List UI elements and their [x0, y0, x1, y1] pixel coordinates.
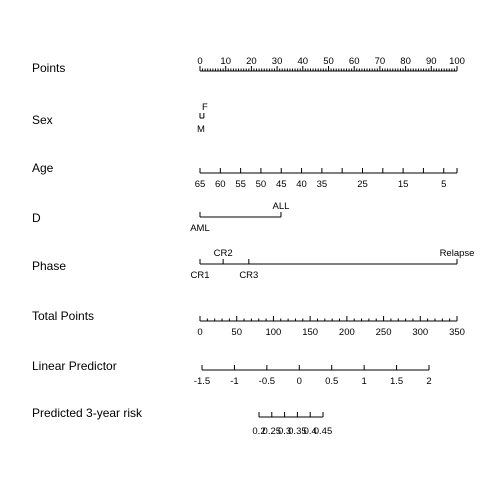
- tick-label: 100: [265, 327, 282, 338]
- axis-phase: [190, 248, 474, 281]
- tick-label: 40: [297, 56, 309, 67]
- tick-label: 0: [296, 376, 302, 387]
- tick-label: 0.45: [313, 426, 333, 437]
- tick-label: -0.5: [258, 376, 276, 387]
- tick-label: 0.3: [277, 426, 292, 437]
- tick-label: 300: [412, 327, 429, 338]
- tick-label: 0.25: [262, 426, 282, 437]
- tick-label: 50: [255, 179, 267, 190]
- tick-label: 0: [197, 56, 203, 67]
- tick-label: 55: [235, 179, 246, 190]
- tick-label: 30: [271, 56, 283, 67]
- tick-label: 100: [449, 56, 465, 67]
- tick-label: -1: [230, 376, 239, 387]
- tick-label: 2: [426, 376, 432, 387]
- row-label-points: Points: [32, 61, 66, 75]
- tick-label: 25: [357, 179, 368, 190]
- tick-label: 20: [246, 56, 257, 67]
- tick-label: 45: [275, 179, 287, 190]
- tick-label: 150: [302, 327, 319, 338]
- level-label: F: [201, 102, 208, 113]
- tick-label: 0.35: [288, 426, 307, 437]
- tick-label: 200: [338, 327, 355, 338]
- tick-label: 60: [348, 56, 360, 67]
- tick-label: 40: [296, 179, 307, 190]
- tick-label: 60: [215, 179, 226, 190]
- row-axes: [190, 56, 474, 437]
- axis-linear-predictor: [194, 365, 432, 387]
- tick-label: 0.2: [252, 426, 266, 437]
- tick-label: 0.5: [325, 376, 339, 387]
- tick-label: 50: [323, 56, 334, 67]
- tick-label: 90: [426, 56, 437, 67]
- axis-age: [195, 168, 457, 190]
- tick-label: 350: [449, 327, 465, 338]
- row-label-linear-predictor: Linear Predictor: [32, 359, 117, 373]
- level-label: ALL: [272, 201, 290, 212]
- tick-label: 70: [374, 56, 386, 67]
- level-label: M: [197, 124, 205, 135]
- row-label-phase: Phase: [32, 259, 67, 273]
- tick-label: 250: [375, 327, 392, 338]
- tick-label: 0: [197, 327, 203, 338]
- axis-points: [197, 56, 465, 71]
- tick-label: 10: [220, 56, 231, 67]
- row-label-sex: Sex: [32, 113, 53, 127]
- row-labels: [32, 61, 143, 420]
- axis-total-points: [197, 316, 465, 338]
- tick-label: 35: [316, 179, 328, 190]
- tick-label: 1: [361, 376, 367, 387]
- level-label: CR1: [190, 270, 210, 281]
- row-label-d: D: [32, 211, 41, 225]
- axis-d: [190, 201, 289, 234]
- level-label: AML: [190, 223, 210, 234]
- tick-label: 15: [397, 179, 409, 190]
- axis-sex: [197, 102, 208, 135]
- axis-predicted-3-year-risk: [252, 412, 332, 437]
- level-label: CR3: [239, 270, 259, 281]
- level-label: Relapse: [439, 248, 475, 259]
- tick-label: 50: [231, 327, 243, 338]
- tick-label: 5: [441, 179, 447, 190]
- level-label: CR2: [213, 248, 233, 259]
- row-label-predicted-3-year-risk: Predicted 3-year risk: [32, 406, 143, 420]
- tick-label: -1.5: [193, 376, 211, 387]
- tick-label: 0.4: [303, 426, 317, 437]
- tick-label: 80: [400, 56, 411, 67]
- row-label-total-points: Total Points: [32, 309, 95, 323]
- tick-label: 1.5: [389, 376, 404, 387]
- row-label-age: Age: [32, 161, 54, 175]
- tick-label: 65: [194, 179, 206, 190]
